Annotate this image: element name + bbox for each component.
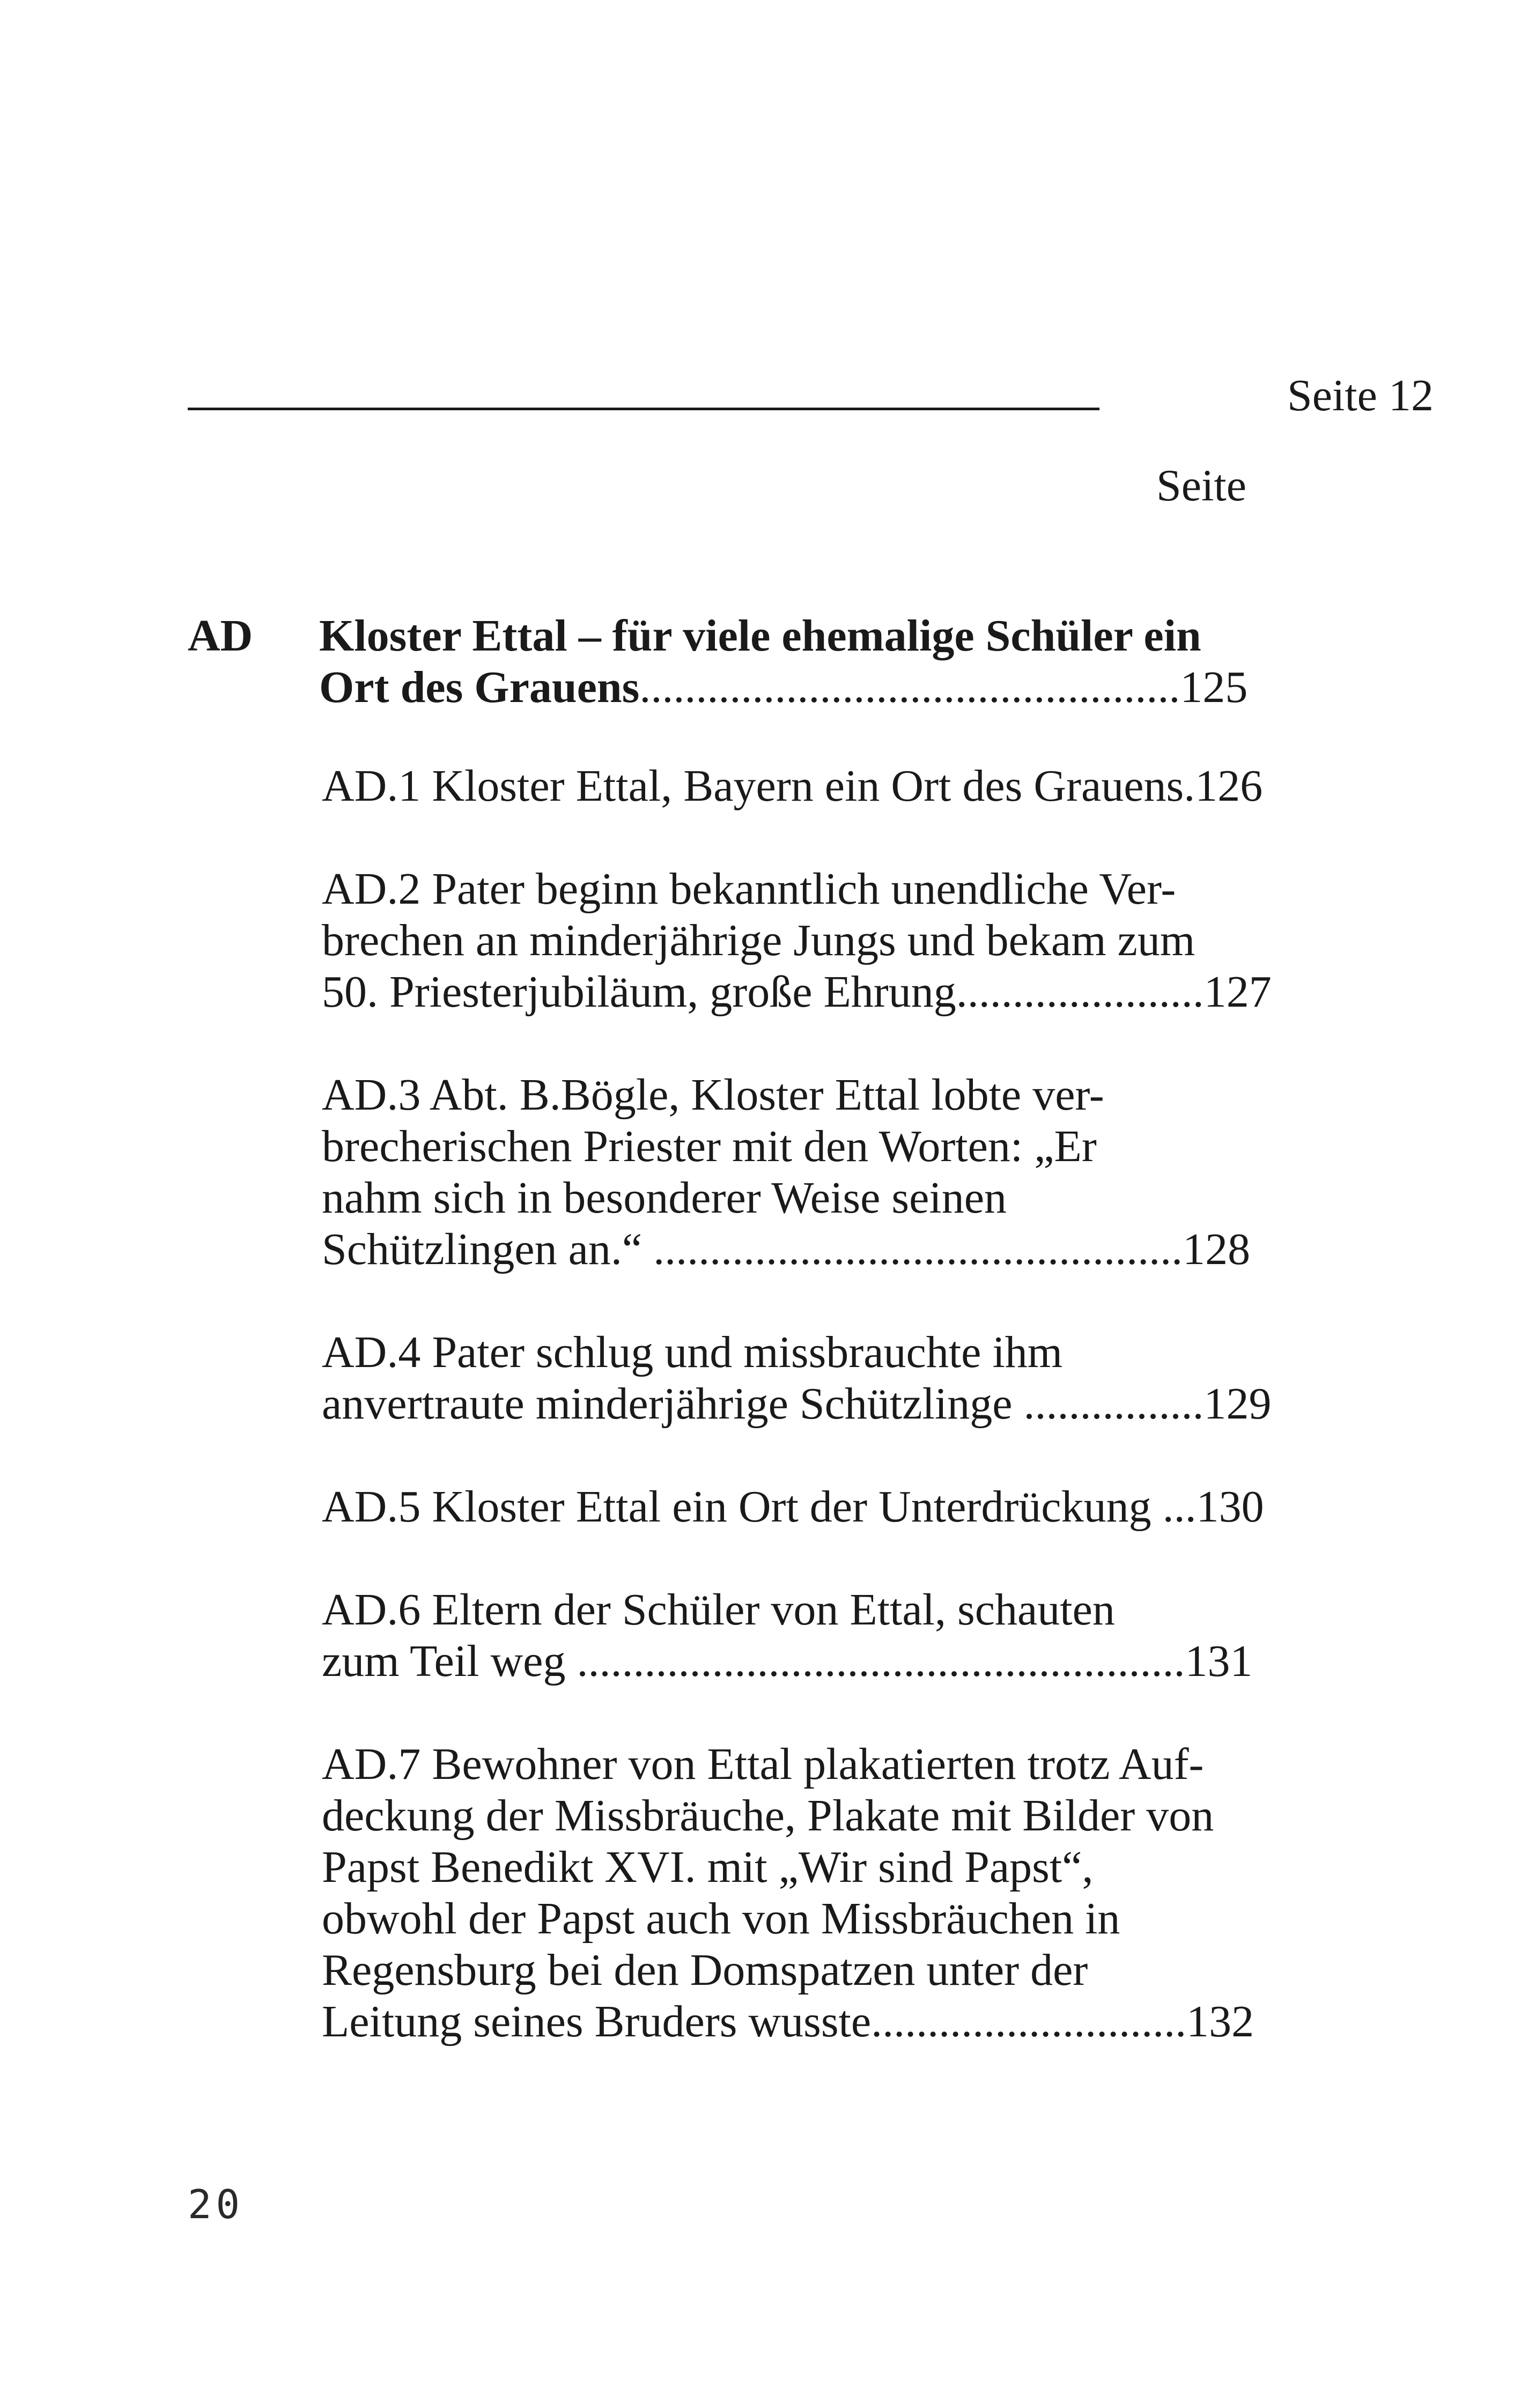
toc-entry-line: AD.4 Pater schlug und missbrauchte ihm [322, 1327, 1063, 1377]
running-head-label: Seite 12 [1287, 371, 1434, 420]
page-column-label: Seite [1156, 461, 1246, 511]
toc-entries [322, 760, 1341, 2099]
chapter-page-leader: ................................................125 [639, 662, 1248, 712]
toc-entry-line: zum Teil weg ......................................................131 [322, 1636, 1253, 1686]
toc-entry-line: 50. Priesterjubiläum, große Ehrung......................127 [322, 967, 1272, 1017]
toc-entry [322, 1584, 1341, 1687]
toc-entry-line: brechen an minderjährige Jungs und bekam zum [322, 915, 1195, 965]
toc-entry [322, 1069, 1341, 1275]
toc-entry-line: AD.7 Bewohner von Ettal plakatierten trotz Auf- [322, 1739, 1204, 1789]
chapter-code: AD [188, 611, 253, 661]
toc-entry-line: Schützlingen an.“ ...............................................128 [322, 1224, 1251, 1274]
toc-entry-line: Leitung seines Bruders wusste............................132 [322, 1997, 1254, 2047]
toc-entry-line: AD.2 Pater beginn bekanntlich unendliche Ver- [322, 864, 1176, 914]
toc-entry [322, 760, 1341, 812]
page-number: 20 [188, 2182, 245, 2228]
toc-entry-line: AD.1 Kloster Ettal, Bayern ein Ort des Grauens.126 [322, 761, 1263, 811]
chapter-title [319, 610, 1311, 713]
chapter-title-line-1: Kloster Ettal – für viele ehemalige Schüler ein [319, 611, 1201, 661]
toc-entry [322, 863, 1341, 1018]
toc-entry-line: AD.3 Abt. B.Bögle, Kloster Ettal lobte ver- [322, 1070, 1104, 1120]
toc-entry [322, 1739, 1341, 2048]
chapter-title-line-2: Ort des Grauens [319, 662, 640, 712]
toc-entry-line: Papst Benedikt XVI. mit „Wir sind Papst“, [322, 1842, 1094, 1892]
toc-entry-line: AD.5 Kloster Ettal ein Ort der Unterdrückung ...130 [322, 1482, 1264, 1532]
toc-entry [322, 1481, 1341, 1533]
toc-entry-line: brecherischen Priester mit den Worten: „Er [322, 1121, 1097, 1171]
toc-entry-line: anvertraute minderjährige Schützlinge ................129 [322, 1379, 1272, 1429]
toc-entry-line: Regensburg bei den Domspatzen unter der [322, 1945, 1088, 1995]
toc-entry-line: deckung der Missbräuche, Plakate mit Bilder von [322, 1791, 1214, 1841]
toc-entry-line: obwohl der Papst auch von Missbräuchen in [322, 1894, 1120, 1944]
running-header [188, 370, 1434, 422]
toc-entry-line: nahm sich in besonderer Weise seinen [322, 1173, 1007, 1223]
toc-entry [322, 1327, 1341, 1430]
toc-entry-line: AD.6 Eltern der Schüler von Ettal, schauten [322, 1585, 1115, 1635]
header-rule [188, 374, 1099, 410]
